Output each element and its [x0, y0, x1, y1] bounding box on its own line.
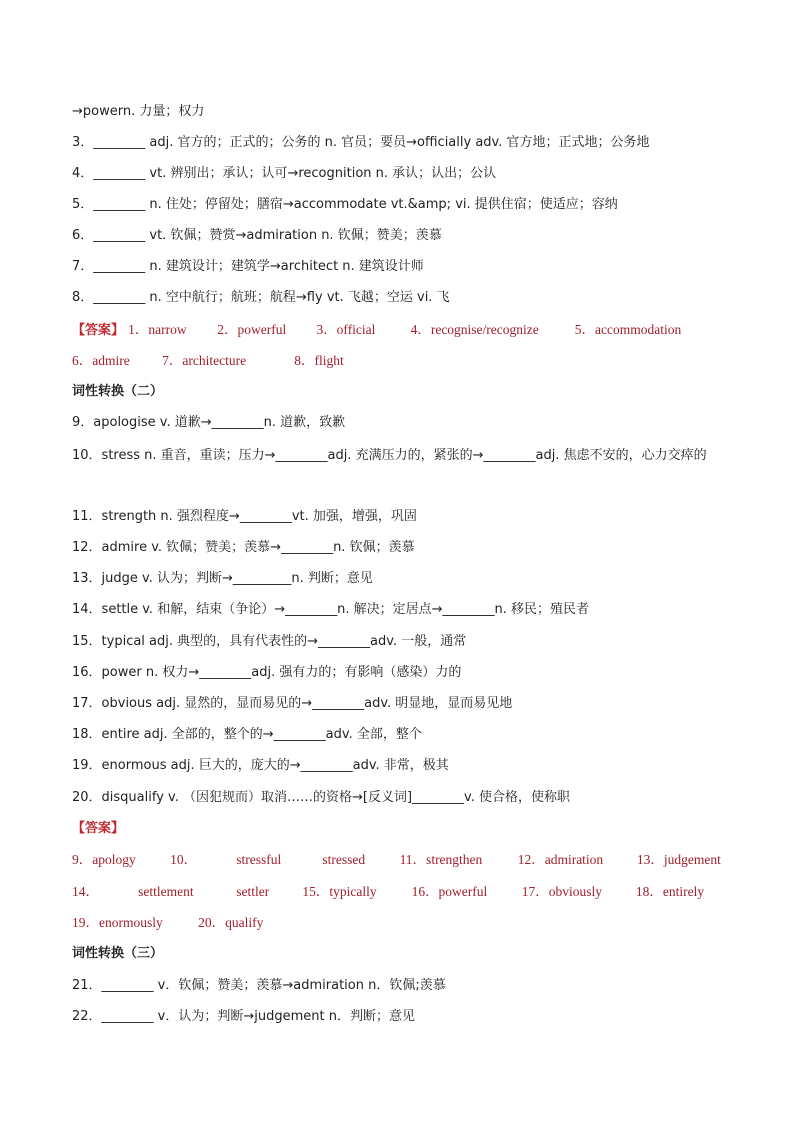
section-heading-2: 词性转换（二）	[72, 384, 164, 399]
answer-item: stressful	[236, 852, 282, 867]
answer-item: 7．architecture	[162, 353, 247, 368]
answer-item: 1．narrow	[128, 322, 187, 337]
answer-item: 19．enormously	[72, 915, 163, 930]
line-15: 15．typical adj. 典型的，具有代表性的→________adv. 一般，通常	[72, 634, 467, 649]
line-9: 9．apologise v. 道歉→________n. 道歉，致歉	[72, 415, 346, 430]
answer-item: stressed	[322, 852, 366, 867]
answer-row-4	[72, 882, 732, 903]
line-5: 5．________ n. 住处；停留处；膳宿→accommodate vt.&amp; vi. 提供住宿；使适应；容纳	[72, 197, 618, 212]
line-4: 4．________ vt. 辨别出；承认；认可→recognition n. 承认；认出；公认	[72, 166, 497, 181]
line-3: 3．________ adj. 官方的；正式的；公务的 n. 官员；要员→officially adv. 官方地；正式地；公务地	[72, 135, 650, 150]
line-14: 14．settle v. 和解，结束（争论）→________n. 解决；定居点→________n. 移民；殖民者	[72, 602, 589, 617]
answer-item: 14．	[72, 884, 99, 899]
answer-row-2	[72, 351, 732, 372]
answer-item: 20．qualify	[198, 915, 264, 930]
line-20: 20．disqualify v. （因犯规而）取消……的资格→[反义词]________v. 使合格，使称职	[72, 790, 570, 805]
answer-item: 13．judgement	[636, 852, 721, 867]
answer-item: settler	[236, 884, 270, 899]
answer-item: 11．strengthen	[399, 852, 483, 867]
line-22: 22．________ v．认为；判断→judgement n．判断；意见	[72, 1009, 415, 1024]
answer-item: 2．powerful	[217, 322, 287, 337]
answer-item: 15．typically	[302, 884, 377, 899]
line-17: 17．obvious adj. 显然的，显而易见的→________adv. 明显地，显而易见地	[72, 696, 513, 711]
answer-item: 8．flight	[294, 353, 344, 368]
line-7: 7．________ n. 建筑设计；建筑学→architect n. 建筑设计师	[72, 259, 424, 274]
line-11: 11．strength n. 强烈程度→________vt. 加强，增强，巩固	[72, 509, 417, 524]
line-19: 19．enormous adj. 巨大的，庞大的→________adv. 非常，极其	[72, 758, 449, 773]
section-heading-3: 词性转换（三）	[72, 946, 164, 961]
answer-item: 5．accommodation	[574, 322, 682, 337]
line-18: 18．entire adj. 全部的，整个的→________adv. 全部，整个	[72, 727, 422, 742]
answer-item: 6．admire	[72, 353, 130, 368]
line-13: 13．judge v. 认为；判断→_________n. 判断；意见	[72, 571, 373, 586]
answer-row-5	[72, 913, 732, 934]
line-16: 16．power n. 权力→________adj. 强有力的；有影响（感染）力的	[72, 665, 462, 680]
answer-label: 【答案】	[72, 323, 125, 338]
line-power: →powern. 力量；权力	[72, 104, 205, 119]
line-21: 21．________ v．钦佩；赞美；羡慕→admiration n．钦佩;羡慕	[72, 978, 446, 993]
line-6: 6．________ vt. 钦佩；赞赏→admiration n. 钦佩；赞美；羡慕	[72, 228, 442, 243]
answer-row-1	[72, 320, 732, 341]
answer-item: 9．apology	[72, 852, 136, 867]
answer-item: 3．official	[316, 322, 376, 337]
line-10: 10．stress n. 重音，重读；压力→________adj. 充满压力的，紧张的→________adj. 焦虑不安的，心力交瘁的	[72, 448, 707, 463]
line-8: 8．________ n. 空中航行；航班；航程→fly vt. 飞越；空运 vi. 飞	[72, 290, 450, 305]
answer-item: 4．recognise/recognize	[410, 322, 539, 337]
answer-item: 16．powerful	[411, 884, 488, 899]
answer-label-2-line	[72, 819, 732, 839]
answer-item: settlement	[138, 884, 194, 899]
answer-item: 18．entirely	[635, 884, 705, 899]
line-12: 12．admire v. 钦佩；赞美；羡慕→________n. 钦佩；羡慕	[72, 540, 415, 555]
answer-label: 【答案】	[72, 821, 125, 836]
answer-item: 10．	[170, 852, 198, 867]
answer-row-3	[72, 850, 732, 871]
answer-item: 17．obviously	[521, 884, 602, 899]
answer-item: 12．admiration	[517, 852, 604, 867]
